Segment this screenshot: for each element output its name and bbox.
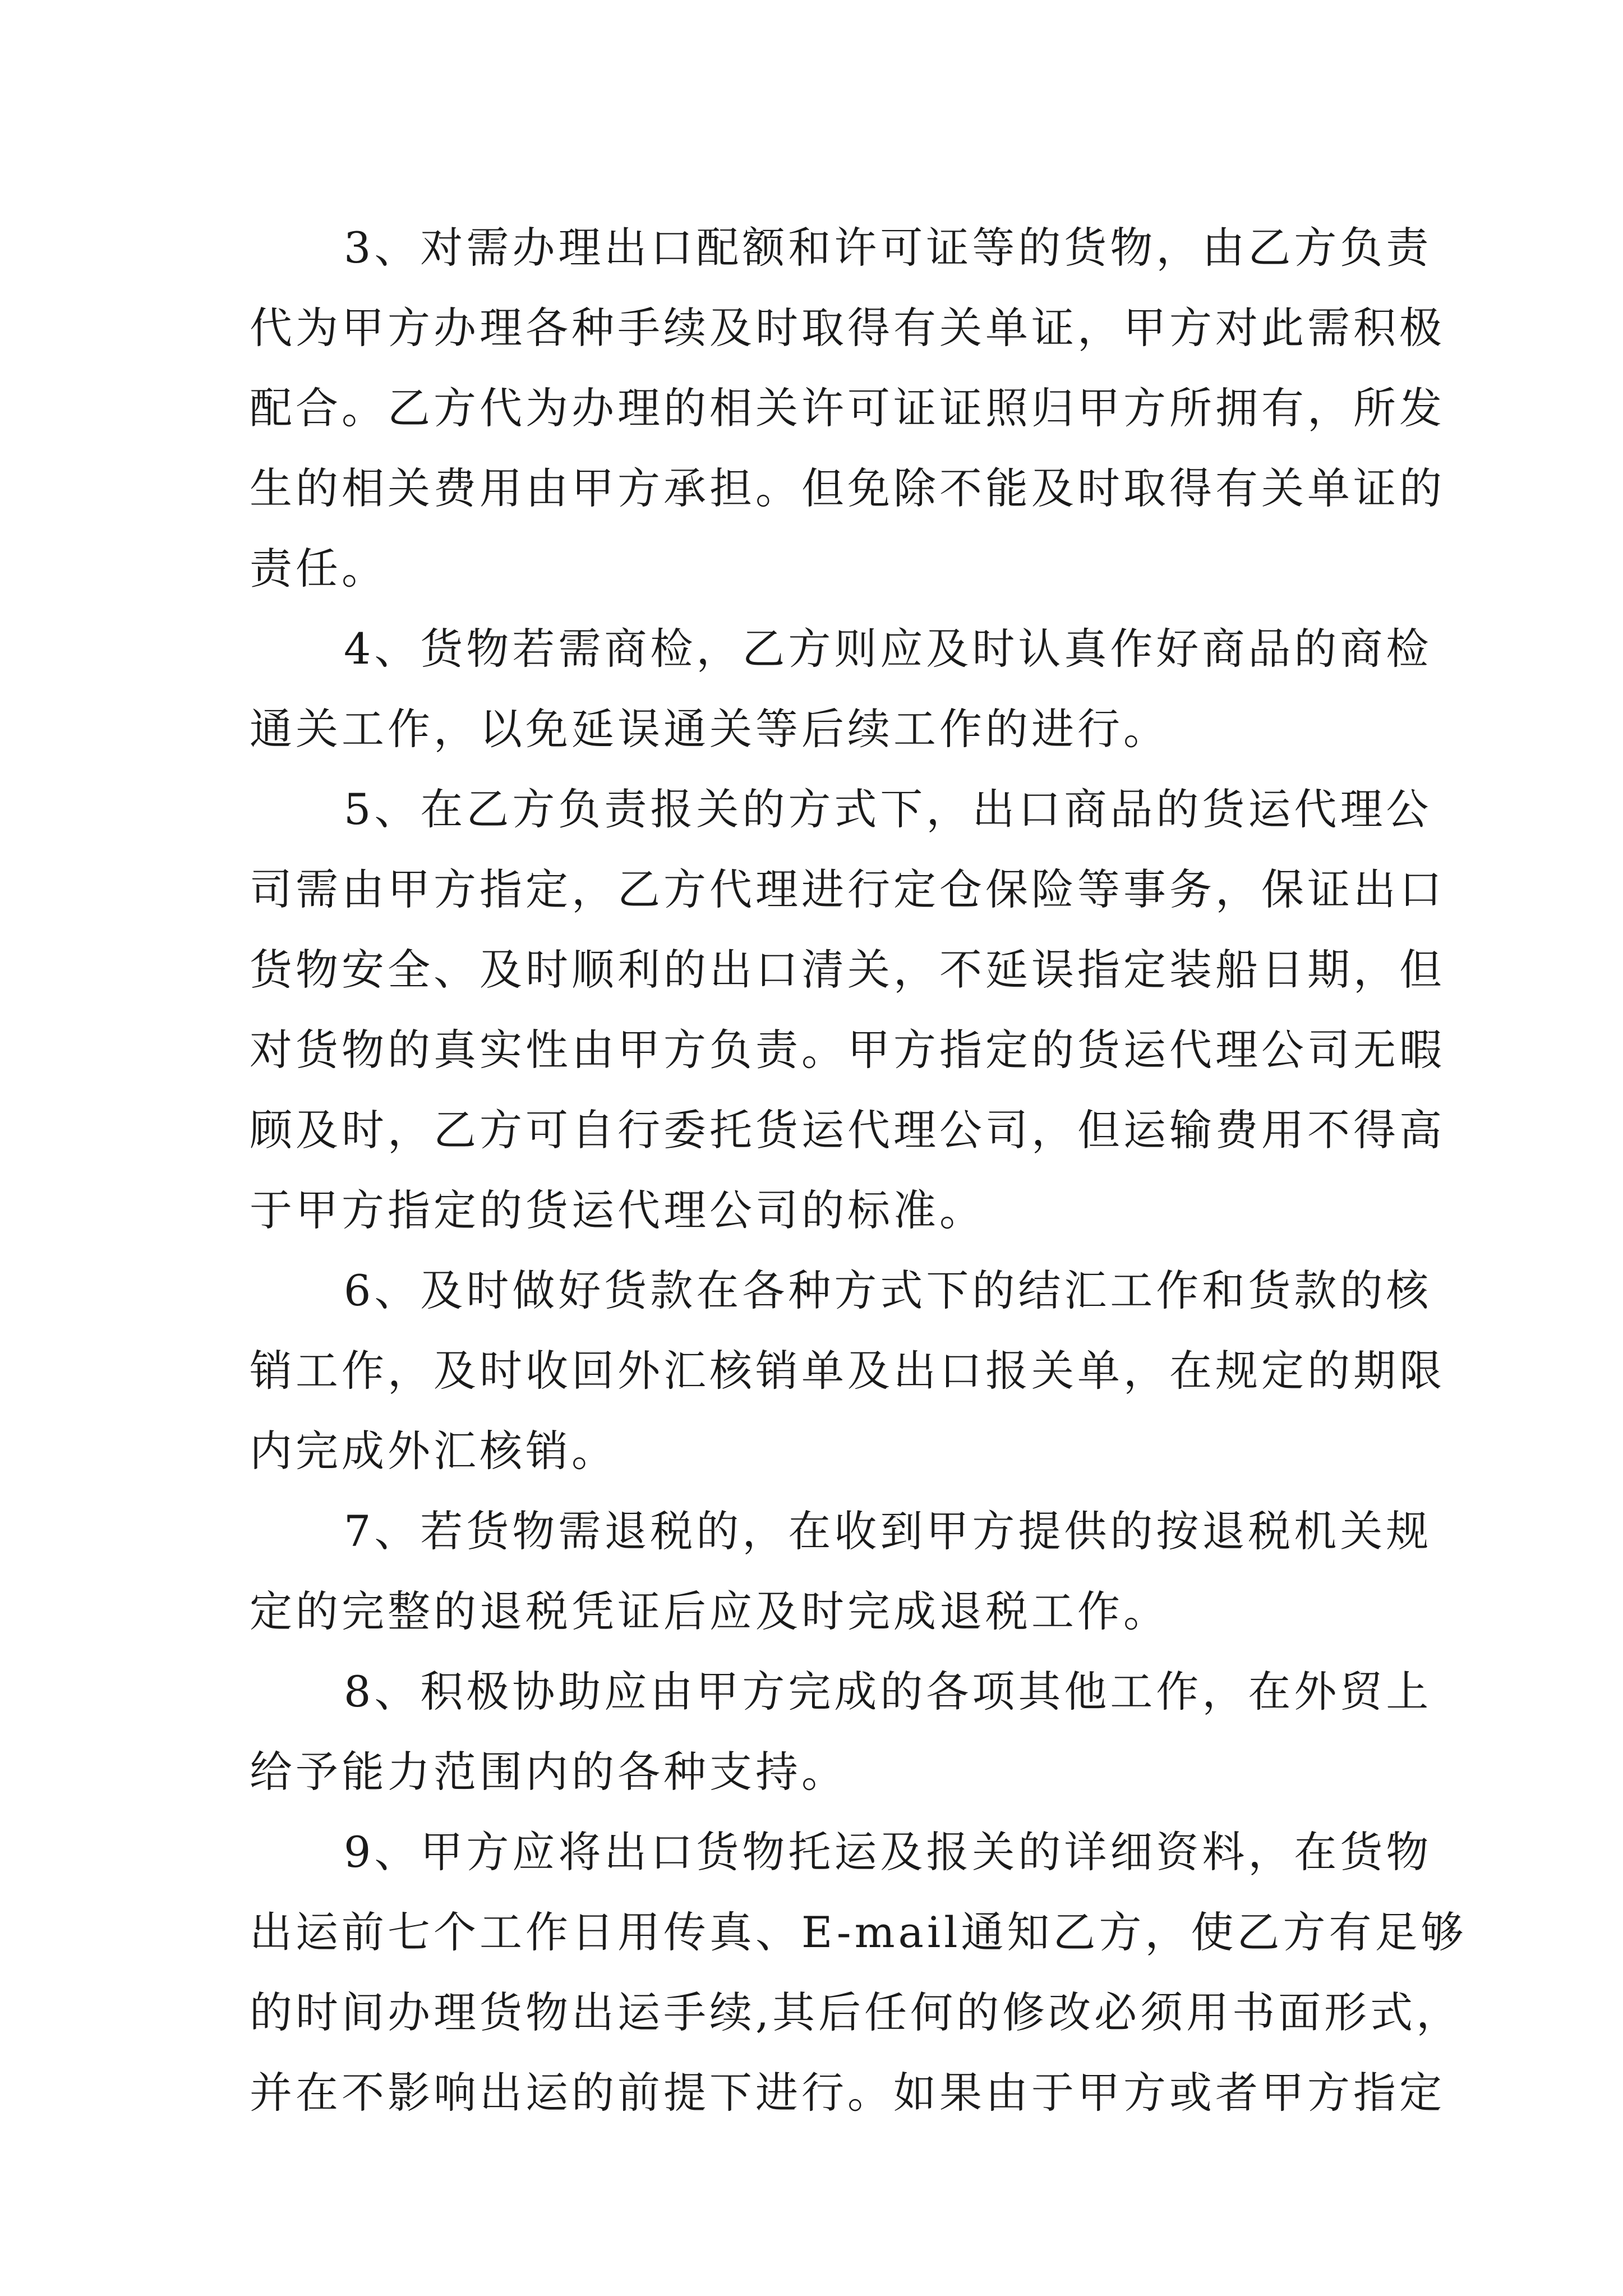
paragraph-5 bbox=[250, 769, 1445, 1250]
paragraph-line: 6、及时做好货款在各种方式下的结汇工作和货款的核 bbox=[344, 1266, 1432, 1315]
paragraph-line: 8、积极协助应由甲方完成的各项其他工作，在外贸上 bbox=[344, 1667, 1432, 1717]
paragraph-line: 3、对需办理出口配额和许可证等的货物，由乙方负责 bbox=[344, 223, 1432, 273]
paragraph-line: 并在不影响出运的前提下进行。如果由于甲方或者甲方指定 bbox=[250, 2068, 1445, 2118]
paragraph-7 bbox=[250, 1491, 1432, 1651]
paragraph-line: 顾及时，乙方可自行委托货运代理公司，但运输费用不得高 bbox=[250, 1105, 1445, 1155]
paragraph-line: 5、在乙方负责报关的方式下，出口商品的货运代理公 bbox=[344, 784, 1432, 834]
paragraph-line: 货物安全、及时顺利的出口清关，不延误指定装船日期，但 bbox=[250, 945, 1445, 995]
paragraph-line: 9、甲方应将出口货物托运及报关的详细资料，在货物 bbox=[344, 1827, 1432, 1877]
paragraph-line: 给予能力范围内的各种支持。 bbox=[250, 1747, 847, 1797]
paragraph-line: 代为甲方办理各种手续及时取得有关单证，甲方对此需积极 bbox=[250, 303, 1445, 353]
paragraph-line: 对货物的真实性由甲方负责。甲方指定的货运代理公司无暇 bbox=[250, 1025, 1445, 1075]
document-body bbox=[250, 208, 1467, 2133]
paragraph-line: 7、若货物需退税的，在收到甲方提供的按退税机关规 bbox=[344, 1506, 1432, 1556]
paragraph-9 bbox=[250, 1812, 1467, 2133]
paragraph-line: 生的相关费用由甲方承担。但免除不能及时取得有关单证的 bbox=[250, 463, 1445, 513]
paragraph-line: 内完成外汇核销。 bbox=[250, 1426, 617, 1476]
paragraph-line: 的时间办理货物出运手续,其后任何的修改必须用书面形式， bbox=[250, 1987, 1463, 2037]
paragraph-8 bbox=[250, 1651, 1432, 1812]
paragraph-line: 配合。乙方代为办理的相关许可证证照归甲方所拥有，所发 bbox=[250, 383, 1445, 433]
paragraph-line: 销工作，及时收回外汇核销单及出口报关单，在规定的期限 bbox=[250, 1346, 1445, 1396]
paragraph-6 bbox=[250, 1250, 1445, 1491]
paragraph-line: 定的完整的退税凭证后应及时完成退税工作。 bbox=[250, 1586, 1169, 1636]
paragraph-4 bbox=[250, 609, 1432, 769]
paragraph-line: 于甲方指定的货运代理公司的标准。 bbox=[250, 1185, 985, 1235]
paragraph-line: 4、货物若需商检，乙方则应及时认真作好商品的商检 bbox=[344, 624, 1432, 674]
paragraph-line: 出运前七个工作日用传真、E-mail通知乙方，使乙方有足够 bbox=[250, 1907, 1467, 1957]
paragraph-line: 司需由甲方指定，乙方代理进行定仓保险等事务，保证出口 bbox=[250, 864, 1445, 914]
paragraph-3 bbox=[250, 208, 1445, 609]
paragraph-line: 通关工作，以免延误通关等后续工作的进行。 bbox=[250, 704, 1169, 754]
paragraph-line: 责任。 bbox=[250, 544, 388, 593]
